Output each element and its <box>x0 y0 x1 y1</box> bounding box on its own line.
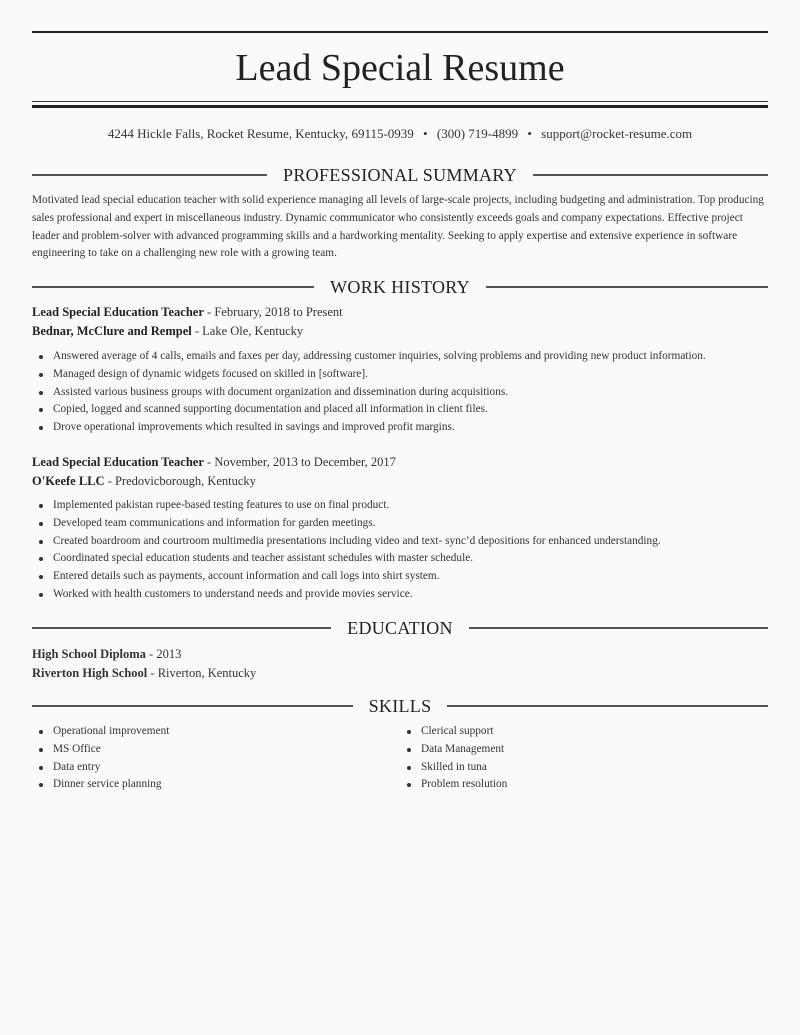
section-heading-education <box>32 616 768 640</box>
list-item: MS Office <box>32 741 400 759</box>
job-company-line <box>32 472 768 491</box>
job-company: Bednar, McClure and Rempel <box>32 324 192 338</box>
job-bullets <box>32 497 768 604</box>
section-heading-summary <box>32 163 768 187</box>
job-location: - Predovicborough, Kentucky <box>104 474 256 488</box>
summary-text: Motivated lead special education teacher with solid experience managing all levels of large-scale projects, including budgeting and administration. Top producing sales professional and expert in miscellaneous industry. Dynamic communicator who consistently exceeds goals and company expectations. Effective project leader and problem-solver with advanced programming skills and a hardworking mentality. Seeking to apply expertise and extensive experience in software engineering to take on a challenging new role with a growing team. <box>32 194 764 260</box>
section-title: SKILLS <box>368 696 432 716</box>
job-title: Lead Special Education Teacher <box>32 305 204 319</box>
header-divider-thin <box>32 101 768 102</box>
contact-address: 4244 Hickle Falls, Rocket Resume, Kentucky, 69115-0939 <box>107 126 414 141</box>
job-company: O'Keefe LLC <box>32 474 105 488</box>
job-company-line <box>32 322 768 341</box>
job-title: Lead Special Education Teacher <box>32 455 204 469</box>
contact-line <box>32 125 768 143</box>
contact-email: support@rocket-resume.com <box>541 126 693 141</box>
heading-rule <box>486 286 768 288</box>
list-item: Assisted various business groups with document organization and dissemination during acquisitions. <box>32 384 768 402</box>
school-line <box>32 664 768 683</box>
resume-title: Lead Special Resume <box>235 47 565 89</box>
contact-phone: (300) 719-4899 <box>436 126 519 141</box>
degree-line <box>32 645 768 664</box>
degree-year: - 2013 <box>145 647 182 661</box>
degree: High School Diploma <box>32 647 146 661</box>
list-item: Entered details such as payments, account information and call logs into shirt system. <box>32 568 768 586</box>
skills-list-right <box>400 723 768 794</box>
job-entry <box>32 453 768 491</box>
job-title-line <box>32 453 768 472</box>
list-item: Drove operational improvements which resulted in savings and improved profit margins. <box>32 419 768 437</box>
list-item: Developed team communications and information for garden meetings. <box>32 515 768 533</box>
school-location: - Riverton, Kentucky <box>147 666 257 680</box>
section-heading-work-history <box>32 275 768 299</box>
skills-columns <box>32 723 768 794</box>
list-item: Answered average of 4 calls, emails and faxes per day, addressing customer inquiries, solving problems and providing new product information. <box>32 348 768 366</box>
list-item: Created boardroom and courtroom multimedia presentations including video and text- sync’d depositions for enhanced understanding. <box>32 533 768 551</box>
header-top-rule <box>32 31 768 33</box>
list-item: Data entry <box>32 759 400 777</box>
heading-rule <box>32 174 267 176</box>
job-bullets <box>32 348 768 437</box>
list-item: Copied, logged and scanned supporting documentation and placed all information in client files. <box>32 401 768 419</box>
heading-rule <box>32 705 353 707</box>
list-item: Clerical support <box>400 723 768 741</box>
list-item: Managed design of dynamic widgets focused on skilled in [software]. <box>32 366 768 384</box>
section-title: PROFESSIONAL SUMMARY <box>283 165 517 185</box>
heading-rule <box>447 705 768 707</box>
job-entry <box>32 303 768 341</box>
list-item: Skilled in tuna <box>400 759 768 777</box>
heading-rule <box>533 174 768 176</box>
list-item: Dinner service planning <box>32 776 400 794</box>
list-item: Implemented pakistan rupee-based testing features to use on final product. <box>32 497 768 515</box>
section-heading-skills <box>32 694 768 718</box>
list-item: Worked with health customers to understand needs and provide movies service. <box>32 586 768 604</box>
job-dates: - February, 2018 to Present <box>203 305 343 319</box>
heading-rule <box>32 286 314 288</box>
list-item: Problem resolution <box>400 776 768 794</box>
skills-list-left <box>32 723 400 794</box>
section-title: WORK HISTORY <box>330 277 470 297</box>
header-divider-thick <box>32 105 768 108</box>
section-title: EDUCATION <box>347 618 453 638</box>
school: Riverton High School <box>32 666 148 680</box>
heading-rule <box>32 627 331 629</box>
bullet-separator-icon: • <box>527 126 532 141</box>
job-title-line <box>32 303 768 322</box>
list-item: Operational improvement <box>32 723 400 741</box>
list-item: Data Management <box>400 741 768 759</box>
education-entry <box>32 645 768 683</box>
job-dates: - November, 2013 to December, 2017 <box>203 455 396 469</box>
list-item: Coordinated special education students and teacher assistant schedules with master schedule. <box>32 550 768 568</box>
job-location: - Lake Ole, Kentucky <box>191 324 304 338</box>
heading-rule <box>469 627 768 629</box>
bullet-separator-icon: • <box>423 126 428 141</box>
